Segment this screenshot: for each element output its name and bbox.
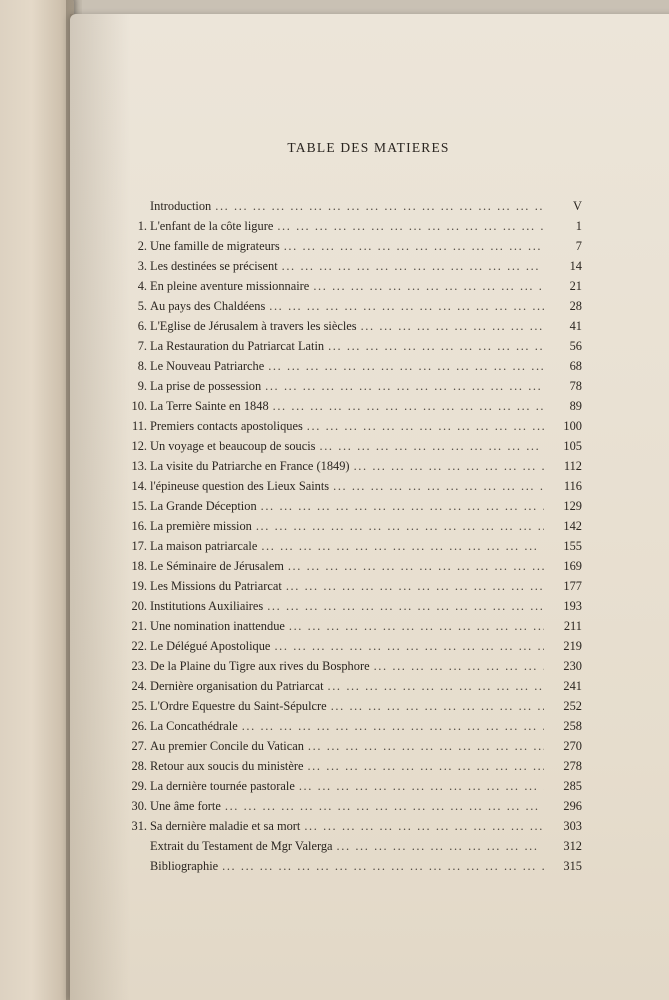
toc-entry-page: 230 [563, 659, 582, 673]
toc-entry-label: La maison patriarcale [150, 539, 258, 553]
toc-entry [120, 756, 582, 776]
toc-leader-dots [320, 436, 544, 456]
toc-leader-dots [284, 236, 544, 256]
toc-entry [120, 516, 582, 536]
toc-leader-dots [308, 736, 544, 756]
toc-entry-number: 3. [137, 259, 147, 273]
toc-entry-label: Retour aux soucis du ministère [150, 759, 304, 773]
toc-entry-label: Le Délégué Apostolique [150, 639, 271, 653]
toc-leader-dots [267, 596, 544, 616]
toc-entry-page: 105 [563, 439, 582, 453]
toc-leader-dots [307, 416, 544, 436]
toc-entry [120, 776, 582, 796]
toc-leader-dots [307, 756, 544, 776]
toc-entry [120, 856, 582, 876]
toc-entry-label: Au premier Concile du Vatican [150, 739, 304, 753]
toc-entry [120, 496, 582, 516]
toc-entry-page: 41 [569, 319, 582, 333]
toc-leader-dots [328, 676, 544, 696]
toc-entry-page: 14 [569, 259, 582, 273]
toc-leader-dots [273, 396, 544, 416]
toc-entry-page: 285 [563, 779, 582, 793]
toc-entry-label: Les destinées se précisent [150, 259, 278, 273]
toc-entry [120, 256, 582, 276]
toc-entry-number: 10. [131, 399, 147, 413]
toc-entry-number: 18. [131, 559, 147, 573]
toc-entry-number: 1. [137, 219, 147, 233]
toc-entry [120, 376, 582, 396]
toc-entry-page: 142 [563, 519, 582, 533]
toc-leader-dots [354, 456, 544, 476]
toc-leader-dots [261, 536, 544, 556]
toc-entry [120, 416, 582, 436]
toc-entry-number: 24. [131, 679, 147, 693]
toc-entry-page: 312 [563, 839, 582, 853]
toc-entry-number: 27. [131, 739, 147, 753]
toc-leader-dots [304, 816, 544, 836]
toc-entry [120, 196, 582, 216]
toc-entry [120, 676, 582, 696]
toc-entry [120, 836, 582, 856]
toc-entry [120, 316, 582, 336]
toc-entry-number: 30. [131, 799, 147, 813]
toc-entry-number: 28. [131, 759, 147, 773]
toc-entry-number: 8. [137, 359, 147, 373]
toc-entry-label: l'épineuse question des Lieux Saints [150, 479, 330, 493]
toc-entry-number: 2. [137, 239, 147, 253]
toc-entry-page: 270 [563, 739, 582, 753]
toc-entry [120, 616, 582, 636]
toc-entry [120, 796, 582, 816]
toc-entry-page: 78 [569, 379, 582, 393]
toc-entry-label: Introduction [150, 199, 212, 213]
toc-entry-page: 315 [563, 859, 582, 873]
toc-leader-dots [374, 656, 544, 676]
toc-entry-page: 278 [563, 759, 582, 773]
toc-entry [120, 696, 582, 716]
toc-entry-page: 112 [563, 459, 582, 473]
toc-entry [120, 476, 582, 496]
toc-entry [120, 396, 582, 416]
toc-entry-label: Au pays des Chaldéens [150, 299, 266, 313]
toc-leader-dots [286, 576, 544, 596]
toc-entry-label: En pleine aventure missionnaire [150, 279, 310, 293]
toc-title: TABLE DES MATIERES [287, 140, 450, 155]
toc-leader-dots [215, 196, 544, 216]
toc-entry-label: De la Plaine du Tigre aux rives du Bosphore [150, 659, 370, 673]
toc-leader-dots [242, 716, 544, 736]
toc-entry-page: 28 [569, 299, 582, 313]
toc-leader-dots [299, 776, 544, 796]
toc-leader-dots [225, 796, 544, 816]
toc-entry-number: 19. [131, 579, 147, 593]
table-of-contents [120, 196, 582, 876]
toc-entry-page: 116 [563, 479, 582, 493]
toc-leader-dots [265, 376, 544, 396]
toc-entry-number: 4. [137, 279, 147, 293]
toc-leader-dots [277, 216, 544, 236]
toc-entry-page: 258 [563, 719, 582, 733]
toc-leader-dots [268, 356, 544, 376]
toc-entry [120, 356, 582, 376]
toc-leader-dots [361, 316, 544, 336]
toc-entry-page: 219 [563, 639, 582, 653]
toc-entry-number: 25. [131, 699, 147, 713]
toc-entry-number: 31. [131, 819, 147, 833]
toc-leader-dots [333, 476, 544, 496]
toc-entry [120, 816, 582, 836]
toc-entry-label: L'Ordre Equestre du Saint-Sépulcre [150, 699, 327, 713]
toc-entry-page: 155 [563, 539, 582, 553]
toc-leader-dots [269, 296, 544, 316]
toc-entry-page: 100 [563, 419, 582, 433]
toc-entry-label: La prise de possession [150, 379, 262, 393]
toc-entry-label: La Grande Déception [150, 499, 257, 513]
toc-entry [120, 296, 582, 316]
toc-entry-label: Le Nouveau Patriarche [150, 359, 265, 373]
toc-entry-page: 169 [563, 559, 582, 573]
toc-entry-page: 129 [563, 499, 582, 513]
toc-entry-page: 177 [563, 579, 582, 593]
toc-entry-number: 16. [131, 519, 147, 533]
toc-entry-label: La première mission [150, 519, 252, 533]
toc-entry-number: 22. [131, 639, 147, 653]
toc-leader-dots [288, 556, 544, 576]
toc-entry [120, 216, 582, 236]
toc-entry-label: La dernière tournée pastorale [150, 779, 295, 793]
toc-leader-dots [331, 696, 544, 716]
toc-entry-number: 26. [131, 719, 147, 733]
toc-entry-page: 68 [569, 359, 582, 373]
toc-leader-dots [256, 516, 544, 536]
toc-entry-number: 6. [137, 319, 147, 333]
toc-entry [120, 436, 582, 456]
toc-entry-page: 303 [563, 819, 582, 833]
toc-entry-page: 296 [563, 799, 582, 813]
toc-leader-dots [289, 616, 544, 636]
toc-leader-dots [328, 336, 544, 356]
toc-entry [120, 336, 582, 356]
toc-entry-number: 7. [137, 339, 147, 353]
toc-entry-number: 12. [131, 439, 147, 453]
toc-entry-number: 21. [131, 619, 147, 633]
toc-entry [120, 556, 582, 576]
toc-entry [120, 596, 582, 616]
toc-leader-dots [274, 636, 544, 656]
toc-entry [120, 716, 582, 736]
toc-entry-number: 29. [131, 779, 147, 793]
toc-entry-page: 7 [575, 239, 582, 253]
toc-leader-dots [337, 836, 544, 856]
toc-entry-label: La Concathédrale [150, 719, 238, 733]
toc-entry-label: Les Missions du Patriarcat [150, 579, 282, 593]
toc-entry-number: 20. [131, 599, 147, 613]
toc-entry-label: Premiers contacts apostoliques [150, 419, 303, 433]
toc-entry [120, 456, 582, 476]
toc-entry [120, 736, 582, 756]
toc-entry [120, 656, 582, 676]
toc-entry-page: 241 [563, 679, 582, 693]
toc-entry-number: 13. [131, 459, 147, 473]
toc-entry-page: 1 [575, 219, 582, 233]
toc-entry-label: Institutions Auxiliaires [150, 599, 264, 613]
toc-entry-label: La visite du Patriarche en France (1849) [150, 459, 350, 473]
toc-entry-page: 252 [563, 699, 582, 713]
toc-entry-page: 21 [569, 279, 582, 293]
toc-entry-label: L'Eglise de Jérusalem à travers les siècles [150, 319, 357, 333]
toc-entry-number: 5. [137, 299, 147, 313]
toc-entry-page: 193 [563, 599, 582, 613]
toc-entry-label: Un voyage et beaucoup de soucis [150, 439, 316, 453]
toc-entry-label: L'enfant de la côte ligure [150, 219, 274, 233]
toc-entry-label: Le Séminaire de Jérusalem [150, 559, 284, 573]
toc-entry-number: 17. [131, 539, 147, 553]
toc-entry [120, 276, 582, 296]
toc-entry-label: Extrait du Testament de Mgr Valerga [150, 839, 333, 853]
toc-entry-label: Une famille de migrateurs [150, 239, 280, 253]
toc-entry-number: 14. [131, 479, 147, 493]
toc-entry-number: 11. [131, 419, 147, 433]
toc-entry-label: Dernière organisation du Patriarcat [150, 679, 324, 693]
toc-leader-dots [313, 276, 544, 296]
toc-entry [120, 536, 582, 556]
toc-entry-label: Bibliographie [150, 859, 219, 873]
toc-entry [120, 636, 582, 656]
toc-entry-page: 211 [563, 619, 582, 633]
toc-entry-number: 15. [131, 499, 147, 513]
toc-entry-number: 23. [131, 659, 147, 673]
toc-entry-label: Une âme forte [150, 799, 221, 813]
toc-entry-number: 9. [137, 379, 147, 393]
toc-entry-label: Une nomination inattendue [150, 619, 285, 633]
toc-entry [120, 576, 582, 596]
toc-leader-dots [282, 256, 544, 276]
toc-entry-label: La Restauration du Patriarcat Latin [150, 339, 325, 353]
toc-entry [120, 236, 582, 256]
toc-entry-page: V [573, 199, 582, 213]
toc-leader-dots [261, 496, 544, 516]
toc-entry-label: Sa dernière maladie et sa mort [150, 819, 301, 833]
toc-entry-page: 89 [569, 399, 582, 413]
toc-entry-page: 56 [569, 339, 582, 353]
toc-leader-dots [222, 856, 544, 876]
toc-entry-label: La Terre Sainte en 1848 [150, 399, 269, 413]
